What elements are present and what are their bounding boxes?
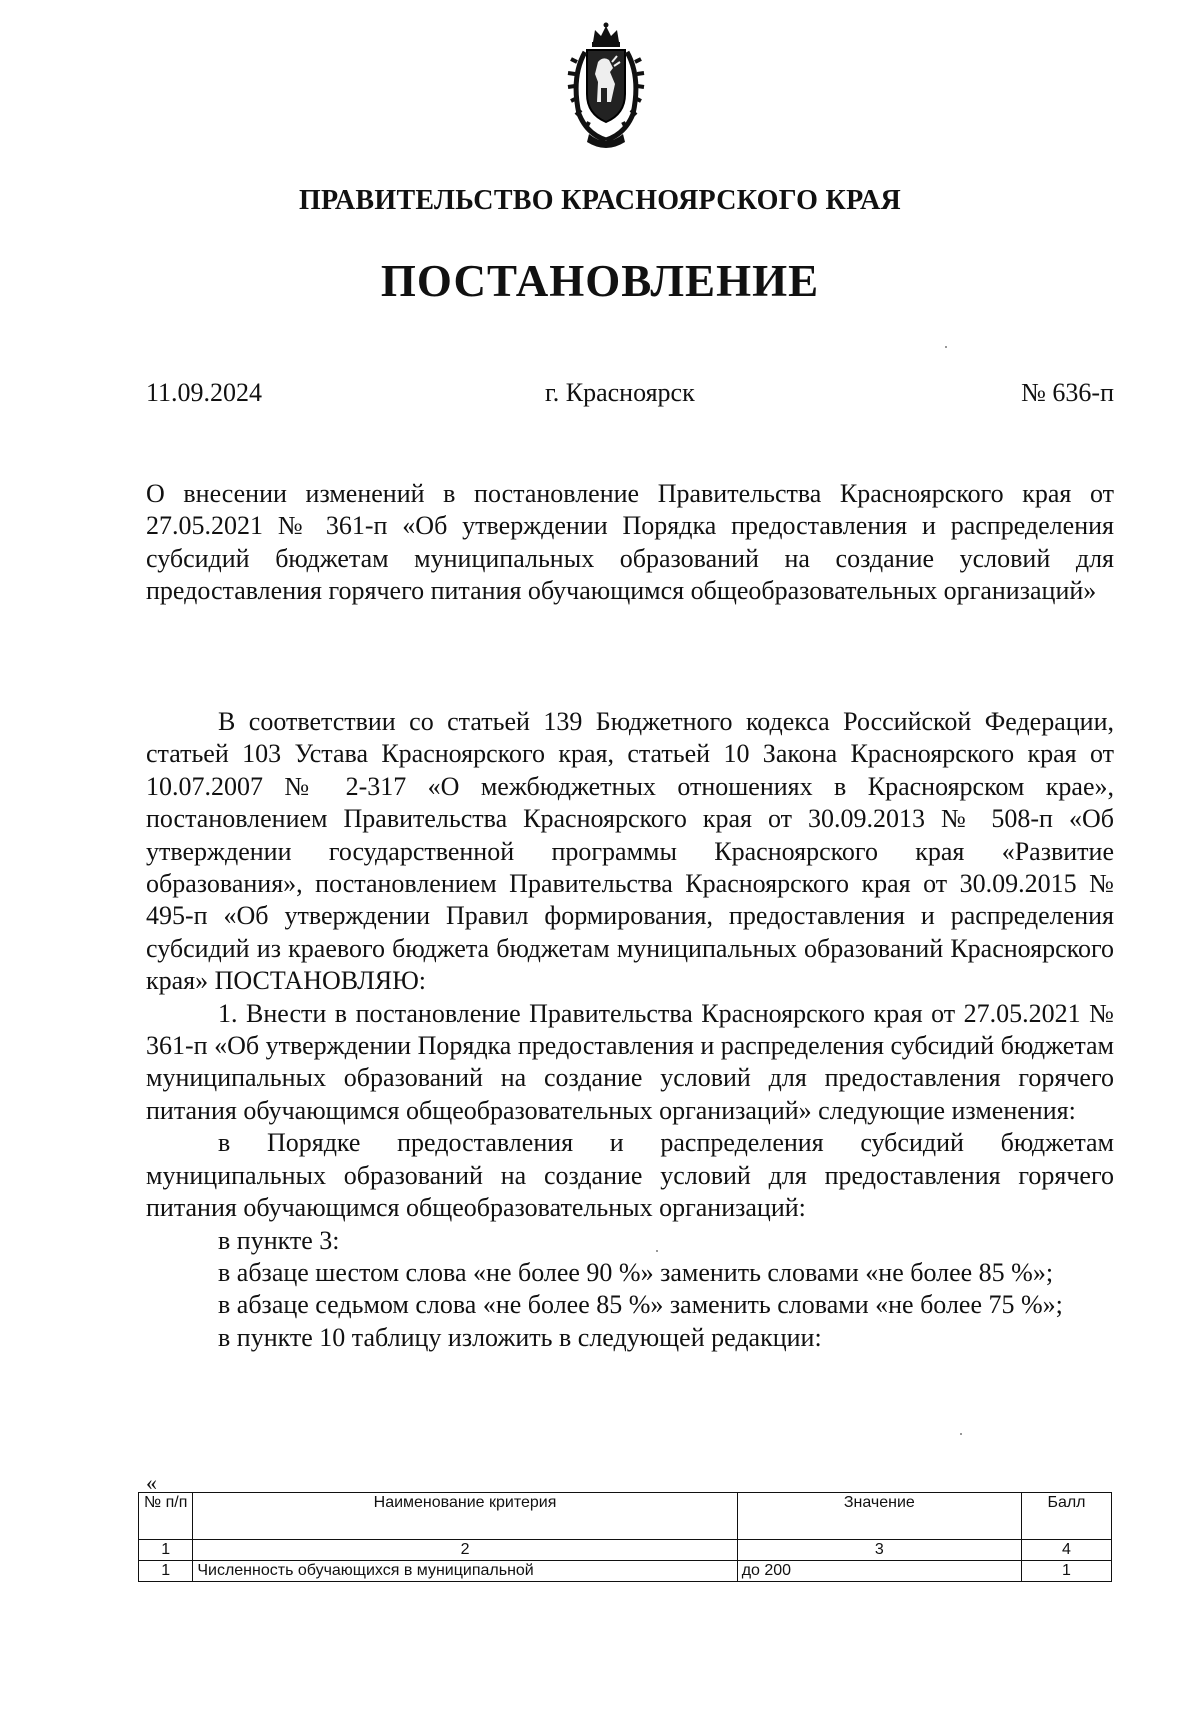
table-cell: 4 (1021, 1540, 1111, 1561)
table-cell: 1 (139, 1561, 193, 1582)
paragraph-7-change: в абзаце седьмом слова «не более 85 %» заменить словами «не более 75 %»; (218, 1290, 1063, 1320)
scan-speck (960, 1433, 962, 1435)
document-city: г. Красноярск (545, 378, 695, 407)
document-date: 11.09.2024 (146, 378, 263, 407)
quote-open-mark: « (146, 1470, 157, 1495)
point-10-paragraph: в пункте 10 таблицу изложить в следующей редакции: (218, 1322, 822, 1352)
table-cell: 2 (193, 1540, 737, 1561)
coat-of-arms-icon (565, 22, 647, 152)
point-3-paragraph: в пункте 3: (218, 1225, 340, 1255)
table-numbering-row (139, 1540, 1112, 1561)
document-body (146, 706, 1114, 1354)
document-number: № 636-п (1021, 378, 1114, 407)
document-type-heading: ПОСТАНОВЛЕНИЕ (380, 256, 820, 306)
document-title: О внесении изменений в постановление Правительства Красноярского края от 27.05.2021 № 361-п «Об утверждении Порядка предоставления и распределения субсидий бюджетам муниципальных образований на создание условий для предоставления горячего питания обучающимся общеобразовательных организаций» (146, 479, 1114, 606)
preamble-paragraph: В соответствии со статьей 139 Бюджетного кодекса Российской Федерации, статьей 103 Устава Красноярского края, статьей 10 Закона Красноярского края от 10.07.2007 № 2-317 «О межбюджетных отношениях в Красноярском крае», постановлением Правительства Красноярского края от 30.09.2013 № 508-п «Об утверждении государственной программы Красноярского края «Развитие образования», постановлением Правительства Красноярского края от 30.09.2015 № 495-п «Об утверждении Правил формирования, предоставления и распределения субсидий из краевого бюджета бюджетам муниципальных образований Красноярского края» ПОСТАНОВЛЯЮ: (146, 707, 1114, 996)
table-row (139, 1561, 1112, 1582)
table-header-cell: Балл (1021, 1493, 1111, 1540)
table-header-cell: Наименование критерия (193, 1493, 737, 1540)
table-cell: до 200 (737, 1561, 1021, 1582)
criteria-table (138, 1492, 1112, 1582)
table-cell: Численность обучающихся в муниципальной (193, 1561, 737, 1582)
document-title-block (146, 478, 1114, 608)
table-header-cell: Значение (737, 1493, 1021, 1540)
scan-speck (945, 346, 947, 348)
table-header-cell: № п/п (139, 1493, 193, 1540)
scan-speck (656, 1250, 658, 1252)
table-header-row (139, 1493, 1112, 1540)
item-1-paragraph: 1. Внести в постановление Правительства Красноярского края от 27.05.2021 № 361-п «Об утверждении Порядка предоставления и распределения субсидий бюджетам муниципальных образований на создание условий для предоставления горячего питания обучающимся общеобразовательных организаций» следующие изменения: (146, 998, 1114, 1125)
paragraph-6-change: в абзаце шестом слова «не более 90 %» заменить словами «не более 85 %»; (218, 1257, 1054, 1287)
order-intro-paragraph: в Порядке предоставления и распределения субсидий бюджетам муниципальных образований на создание условий для предоставления горячего питания обучающимся общеобразовательных организаций: (146, 1128, 1114, 1223)
table-cell: 1 (139, 1540, 193, 1561)
table-cell: 3 (737, 1540, 1021, 1561)
government-name: ПРАВИТЕЛЬСТВО КРАСНОЯРСКОГО КРАЯ (298, 185, 902, 216)
table-cell: 1 (1021, 1561, 1111, 1582)
